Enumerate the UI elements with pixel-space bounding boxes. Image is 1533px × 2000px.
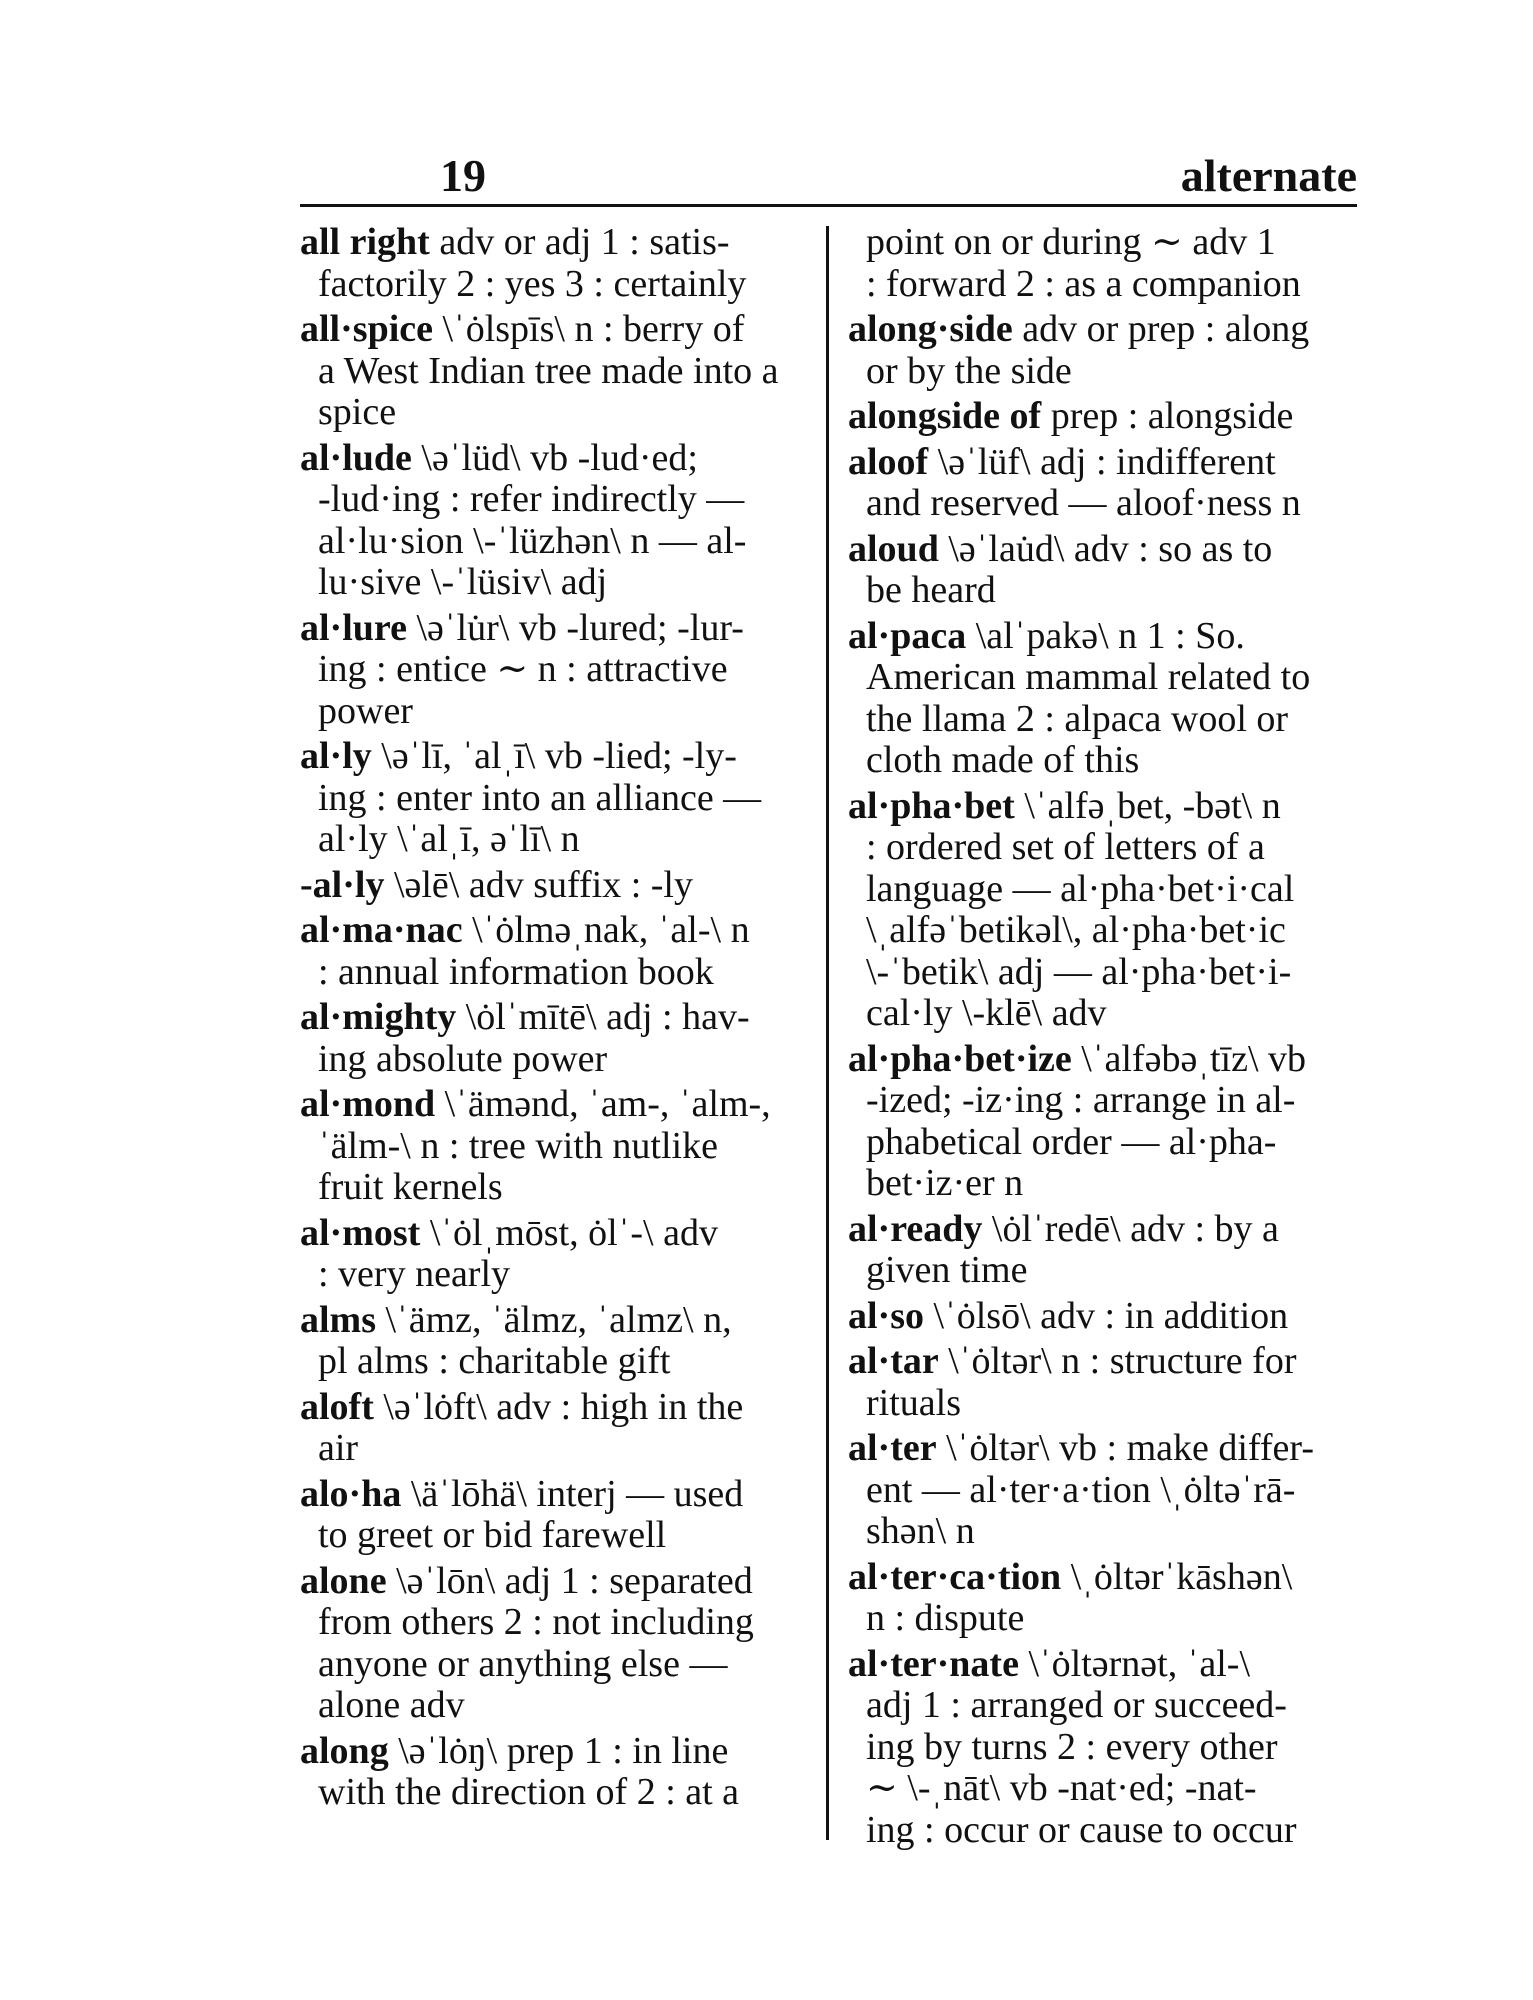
entry-text: adv or prep : along or by the side [866, 308, 1310, 392]
dictionary-entry [848, 786, 1358, 1035]
entry-text: \ˈȯltər\ n : structure for rituals [866, 1340, 1297, 1424]
dictionary-entry [300, 438, 810, 604]
entry-headword: al·ter [848, 1427, 937, 1469]
dictionary-entry [848, 529, 1358, 612]
dictionary-entry [848, 616, 1358, 782]
entry-text: \əˈlüd\ vb -lud·ed; -lud·ing : refer indirectly — al·lu·sion \-ˈlüzhən\ n — al- lu·sive \-ˈlüsiv\ adj [318, 436, 747, 603]
page-header [300, 148, 1357, 207]
entry-text: adv or adj 1 : satis- factorily 2 : yes 3 : certainly [318, 221, 747, 305]
dictionary-entry [300, 865, 810, 907]
entry-headword: al·tar [848, 1340, 939, 1382]
entry-text: \əˈlȯft\ adv : high in the air [318, 1385, 744, 1469]
dictionary-entry [300, 1213, 810, 1296]
dictionary-entry [300, 1474, 810, 1557]
entry-text: \ˈȯlspīs\ n : berry of a West Indian tree made into a spice [318, 308, 779, 433]
entry-headword: along [300, 1729, 389, 1772]
entry-text: \əlē\ adv suffix : -ly [384, 863, 693, 906]
entry-headword: alongside of [848, 395, 1042, 437]
entry-text: \əˈlau̇d\ adv : so as to be heard [866, 527, 1273, 611]
entry-text: \əˈlu̇r\ vb -lured; -lur- ing : entice ∼ n : attractive power [318, 606, 744, 732]
entry-headword: al·most [300, 1211, 421, 1254]
dictionary-entry-continuation [848, 222, 1358, 305]
entry-headword: -al·ly [300, 863, 385, 906]
entry-headword: all·spice [300, 308, 433, 350]
entry-text: \äˈlōhä\ interj — used to greet or bid farewell [318, 1472, 744, 1556]
entry-text: \əˈlī, ˈalˌī\ vb -lied; -ly- ing : enter into an alliance — al·ly \ˈalˌī, əˈlī\ n [318, 735, 762, 860]
dictionary-entry [848, 1341, 1358, 1424]
entry-text: \ˈȯlˌmōst, ȯlˈ-\ adv : very nearly [318, 1211, 718, 1295]
dictionary-entry [848, 1428, 1358, 1553]
page-number: 19 [440, 150, 486, 201]
entry-headword: al·lure [300, 606, 407, 649]
dictionary-entry [848, 1209, 1358, 1292]
dictionary-entry [848, 396, 1358, 438]
entry-headword: al·ter·nate [848, 1642, 1019, 1685]
dictionary-entry [300, 736, 810, 861]
entry-headword: al·so [848, 1294, 925, 1337]
entry-text: \ȯlˈredē\ adv : by a given time [866, 1207, 1279, 1291]
entry-text: \ˈȯlməˌnak, ˈal-\ n : annual information book [318, 909, 750, 993]
dictionary-entry [300, 1387, 810, 1470]
dictionary-entry [300, 222, 810, 305]
entry-text: \ˈalfəbəˌtīz\ vb -ized; -iz·ing : arrange in al- phabetical order — al·pha- bet·iz·er n [866, 1037, 1307, 1204]
entry-headword: al·paca [848, 614, 967, 657]
entry-headword: all right [300, 221, 430, 263]
entry-headword: alone [300, 1559, 387, 1602]
dictionary-entry [848, 1039, 1358, 1205]
dictionary-entry [300, 1300, 810, 1383]
entry-headword: al·lude [300, 436, 412, 479]
entry-headword: along·side [848, 308, 1013, 350]
entry-headword: aloof [848, 440, 929, 483]
dictionary-entry [300, 1561, 810, 1727]
entry-text: \ˈȯltər\ vb : make differ- ent — al·ter·a·tion \ˌȯltəˈrā- shən\ n [866, 1427, 1314, 1552]
entry-headword: aloft [300, 1385, 374, 1428]
entry-headword: al·ly [300, 735, 372, 777]
entry-headword: alms [300, 1298, 376, 1341]
entry-headword: al·ready [848, 1207, 983, 1250]
entry-headword: al·pha·bet·ize [848, 1037, 1072, 1080]
entry-text: prep : alongside [1041, 395, 1294, 437]
entry-text: \ˈȯltərnət, ˈal-\ adj 1 : arranged or succeed- ing by turns 2 : every other ∼ \-ˌnāt\ vb -nat·ed; -nat- ing : occur or cause to occur [866, 1642, 1297, 1851]
entry-headword: al·pha·bet [848, 784, 1015, 827]
entry-text: \ˈämənd, ˈam-, ˈalm-, ˈälm-\ n : tree with nutlike fruit kernels [318, 1083, 771, 1208]
entry-text: \ȯlˈmītē\ adj : hav- ing absolute power [318, 996, 750, 1080]
dictionary-entry [300, 608, 810, 733]
dictionary-entry [300, 309, 810, 434]
entry-text: \əˈlüf\ adj : indifferent and reserved — aloof·ness n [866, 440, 1301, 524]
dictionary-entry [848, 442, 1358, 525]
entry-text: \ˈȯlsō\ adv : in addition [924, 1294, 1289, 1337]
entry-headword: aloud [848, 527, 939, 570]
entry-headword: al·mighty [300, 996, 457, 1038]
entry-text: \alˈpakə\ n 1 : So. American mammal related to the llama 2 : alpaca wool or cloth made of this [866, 614, 1311, 781]
entry-headword: al·ter·ca·tion [848, 1555, 1062, 1598]
entry-headword: al·mond [300, 1083, 436, 1125]
entry-headword: al·ma·nac [300, 909, 463, 951]
dictionary-entry [848, 1644, 1358, 1852]
left-column [300, 222, 810, 1818]
entry-text: \ˈämz, ˈälmz, ˈalmz\ n, pl alms : charitable gift [318, 1298, 732, 1382]
entry-text: \ˈalfəˌbet, -bət\ n : ordered set of letters of a language — al·pha·bet·i·cal \ˌalfəˈbetikəl\, al·pha·bet·ic \-ˈbetik\ adj — al·pha·bet·i- cal·ly \-klē\ adv [866, 784, 1295, 1034]
dictionary-entry [300, 1084, 810, 1209]
entry-headword: alo·ha [300, 1472, 402, 1515]
entry-text: \ˌȯltərˈkāshən\ n : dispute [866, 1555, 1293, 1639]
dictionary-entry [300, 1731, 810, 1814]
dictionary-entry [848, 309, 1358, 392]
entry-text: point on or during ∼ adv 1 : forward 2 : as a companion [866, 221, 1301, 305]
entry-text: \əˈlōn\ adj 1 : separated from others 2 : not including anyone or anything else — alone adv [318, 1559, 754, 1726]
right-column [848, 222, 1358, 1855]
dictionary-entry [300, 997, 810, 1080]
dictionary-entry [848, 1557, 1358, 1640]
entry-text: \əˈlȯŋ\ prep 1 : in line with the direction of 2 : at a [318, 1729, 740, 1813]
guide-word: alternate [1180, 150, 1357, 201]
column-divider [826, 226, 829, 1840]
dictionary-entry [300, 910, 810, 993]
dictionary-entry [848, 1296, 1358, 1338]
